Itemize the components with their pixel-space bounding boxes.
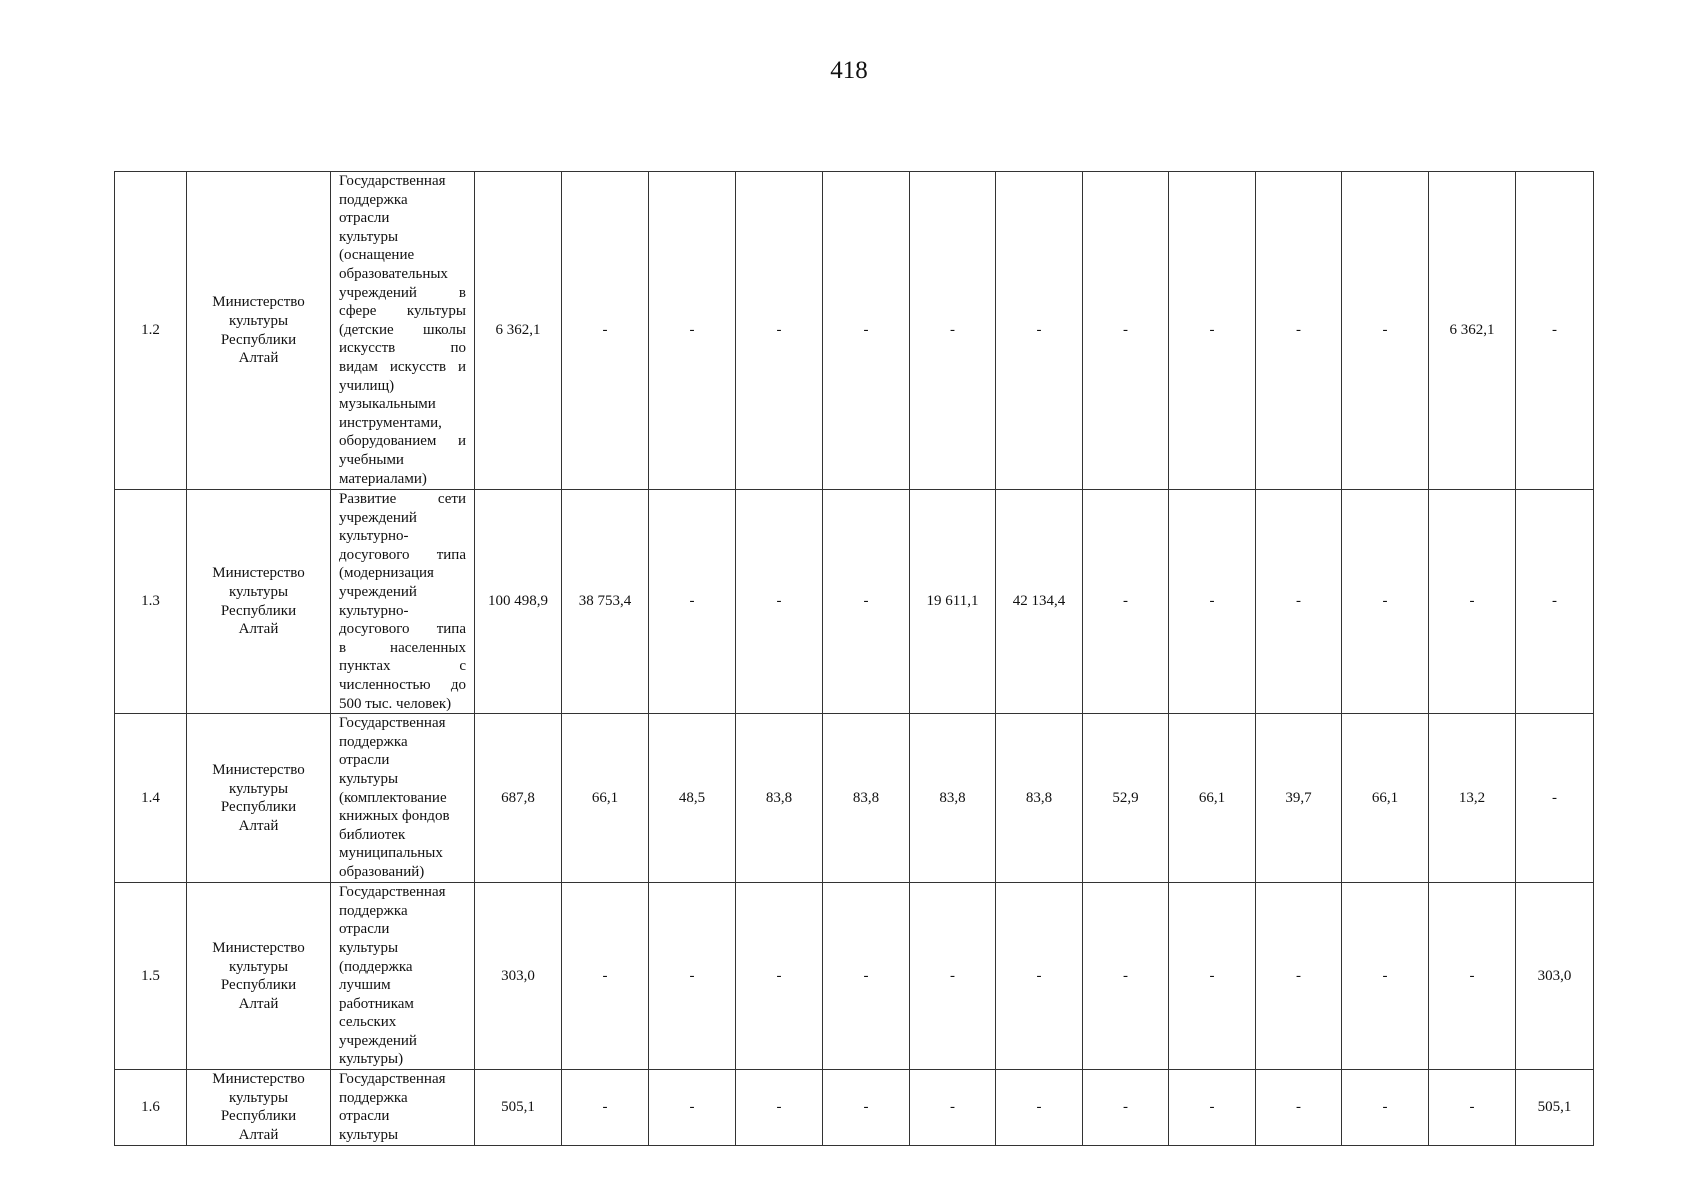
year-amount-cell: - — [649, 172, 736, 490]
year-amount-cell: - — [1169, 172, 1256, 490]
table-row — [115, 490, 1594, 714]
total-amount-cell: 687,8 — [475, 714, 562, 883]
organization-line: Республики — [220, 602, 297, 619]
year-amount-cell: 42 134,4 — [996, 490, 1083, 714]
year-amount-cell: - — [910, 1070, 996, 1145]
description-line: видам искусств и — [339, 358, 466, 375]
year-amount-cell: - — [1342, 883, 1429, 1070]
description-line: культуры — [339, 770, 399, 787]
year-amount-cell: - — [1256, 883, 1342, 1070]
organization-line: культуры — [228, 958, 289, 975]
description-line: поддержка — [339, 733, 408, 750]
description-line: училищ) — [339, 377, 395, 394]
year-amount-cell: - — [562, 172, 649, 490]
description-line: инструментами, — [339, 414, 442, 431]
description-line: отрасли — [339, 921, 390, 938]
responsible-organization — [187, 1070, 331, 1145]
description-line: поддержка — [339, 191, 408, 208]
description-line: культуры — [339, 939, 399, 956]
year-amount-cell: - — [1169, 490, 1256, 714]
year-amount-cell: - — [996, 1070, 1083, 1145]
responsible-organization — [187, 490, 331, 714]
year-amount-cell: - — [649, 883, 736, 1070]
description-line: книжных фондов — [339, 808, 450, 825]
year-amount-cell: - — [562, 1070, 649, 1145]
year-amount-cell: 83,8 — [996, 714, 1083, 883]
description-line: 500 тыс. человек) — [339, 695, 452, 712]
description-line: материалами) — [339, 470, 427, 487]
table-row — [115, 883, 1594, 1070]
description-line: культуры — [339, 1126, 399, 1143]
description-line: учреждений — [339, 1032, 417, 1049]
year-amount-cell: - — [1429, 1070, 1516, 1145]
year-amount-cell: 83,8 — [910, 714, 996, 883]
year-amount-cell: - — [1169, 1070, 1256, 1145]
year-amount-cell: - — [1516, 490, 1594, 714]
total-amount-cell: 303,0 — [475, 883, 562, 1070]
year-amount-cell: 6 362,1 — [1429, 172, 1516, 490]
year-amount-cell: 19 611,1 — [910, 490, 996, 714]
year-amount-cell: - — [1256, 490, 1342, 714]
organization-line: Алтай — [238, 621, 279, 638]
year-amount-cell: - — [823, 490, 910, 714]
year-amount-cell: - — [1256, 172, 1342, 490]
row-number: 1.4 — [115, 714, 187, 883]
year-amount-cell: - — [562, 883, 649, 1070]
year-amount-cell: - — [736, 1070, 823, 1145]
row-number: 1.2 — [115, 172, 187, 490]
year-amount-cell: 66,1 — [1169, 714, 1256, 883]
year-amount-cell: - — [1083, 883, 1169, 1070]
year-amount-cell: 13,2 — [1429, 714, 1516, 883]
year-amount-cell: 52,9 — [1083, 714, 1169, 883]
description-line: учреждений — [339, 509, 417, 526]
year-amount-cell: - — [823, 883, 910, 1070]
year-amount-cell: - — [823, 172, 910, 490]
year-amount-cell: - — [736, 172, 823, 490]
description-line: сфере культуры — [339, 303, 466, 320]
responsible-organization — [187, 883, 331, 1070]
activity-description — [331, 172, 475, 490]
description-line: образовательных — [339, 265, 448, 282]
description-line: учреждений — [339, 583, 417, 600]
year-amount-cell: 38 753,4 — [562, 490, 649, 714]
year-amount-cell: 39,7 — [1256, 714, 1342, 883]
row-number: 1.5 — [115, 883, 187, 1070]
responsible-organization — [187, 172, 331, 490]
organization-line: Республики — [220, 799, 297, 816]
description-line: отрасли — [339, 752, 390, 769]
description-line: численностью до — [339, 676, 466, 693]
description-line: Развитие сети — [339, 491, 466, 507]
description-line: (модернизация — [339, 565, 434, 582]
year-amount-cell: - — [1083, 172, 1169, 490]
organization-line: Министерство — [212, 1071, 305, 1088]
organization-line: культуры — [228, 1089, 289, 1106]
activity-description — [331, 714, 475, 883]
description-line: библиотек — [339, 826, 406, 843]
year-amount-cell: 505,1 — [1516, 1070, 1594, 1145]
table-body — [115, 172, 1594, 1146]
organization-line: Алтай — [238, 350, 279, 367]
description-line: образований) — [339, 863, 425, 880]
description-line: (детские школы — [339, 321, 466, 338]
year-amount-cell: - — [823, 1070, 910, 1145]
organization-line: Министерство — [212, 294, 305, 311]
organization-line: Республики — [220, 977, 297, 994]
year-amount-cell: - — [1342, 1070, 1429, 1145]
total-amount-cell: 6 362,1 — [475, 172, 562, 490]
year-amount-cell: 83,8 — [823, 714, 910, 883]
page-number: 418 — [830, 57, 868, 84]
description-line: лучшим — [339, 977, 391, 994]
table-row — [115, 714, 1594, 883]
year-amount-cell: - — [1516, 172, 1594, 490]
description-line: досугового типа — [339, 621, 466, 638]
activity-description — [331, 1070, 475, 1145]
organization-line: Алтай — [238, 817, 279, 834]
description-line: (комплектование — [339, 789, 447, 806]
description-line: учебными — [339, 451, 404, 468]
organization-line: культуры — [228, 780, 289, 797]
total-amount-cell: 505,1 — [475, 1070, 562, 1145]
year-amount-cell: 83,8 — [736, 714, 823, 883]
description-line: культуры — [339, 228, 399, 245]
organization-line: Алтай — [238, 995, 279, 1012]
year-amount-cell: - — [1429, 883, 1516, 1070]
year-amount-cell: - — [649, 1070, 736, 1145]
description-line: оборудованием и — [339, 433, 466, 450]
description-line: отрасли — [339, 1108, 390, 1125]
description-line: поддержка — [339, 902, 408, 919]
description-line: культурно- — [339, 602, 409, 619]
year-amount-cell: - — [996, 883, 1083, 1070]
row-number: 1.3 — [115, 490, 187, 714]
organization-line: Республики — [220, 331, 297, 348]
year-amount-cell: - — [1083, 490, 1169, 714]
organization-line: Алтай — [238, 1126, 279, 1143]
table-row — [115, 1070, 1594, 1145]
organization-line: Министерство — [212, 565, 305, 582]
description-line: Государственная — [339, 884, 446, 901]
activity-description — [331, 490, 475, 714]
description-line: пунктах с — [339, 658, 466, 675]
total-amount-cell: 100 498,9 — [475, 490, 562, 714]
description-line: (поддержка — [339, 958, 413, 975]
activity-description — [331, 883, 475, 1070]
description-line: Государственная — [339, 1071, 446, 1088]
budget-table — [114, 171, 1594, 1146]
year-amount-cell: - — [736, 490, 823, 714]
year-amount-cell: - — [996, 172, 1083, 490]
description-line: сельских — [339, 1014, 397, 1031]
description-line: Государственная — [339, 173, 446, 189]
year-amount-cell: - — [736, 883, 823, 1070]
year-amount-cell: - — [1342, 490, 1429, 714]
year-amount-cell: - — [910, 883, 996, 1070]
organization-line: Министерство — [212, 939, 305, 956]
year-amount-cell: - — [1342, 172, 1429, 490]
description-line: муниципальных — [339, 845, 443, 862]
organization-line: культуры — [228, 312, 289, 329]
description-line: в населенных — [339, 639, 466, 656]
description-line: поддержка — [339, 1089, 408, 1106]
organization-line: культуры — [228, 583, 289, 600]
year-amount-cell: - — [1516, 714, 1594, 883]
organization-line: Республики — [220, 1108, 297, 1125]
year-amount-cell: - — [910, 172, 996, 490]
row-number: 1.6 — [115, 1070, 187, 1145]
table-row — [115, 172, 1594, 490]
description-line: искусств по — [339, 340, 466, 357]
year-amount-cell: - — [649, 490, 736, 714]
description-line: отрасли — [339, 210, 390, 227]
responsible-organization — [187, 714, 331, 883]
description-line: Государственная — [339, 715, 446, 732]
description-line: работникам — [339, 995, 414, 1012]
description-line: культуры) — [339, 1051, 404, 1068]
description-line: (оснащение — [339, 247, 415, 264]
description-line: досугового типа — [339, 546, 466, 563]
year-amount-cell: 66,1 — [562, 714, 649, 883]
year-amount-cell: - — [1169, 883, 1256, 1070]
year-amount-cell: 303,0 — [1516, 883, 1594, 1070]
description-line: культурно- — [339, 528, 409, 545]
organization-line: Министерство — [212, 761, 305, 778]
description-line: музыкальными — [339, 396, 436, 413]
year-amount-cell: - — [1083, 1070, 1169, 1145]
year-amount-cell: 48,5 — [649, 714, 736, 883]
year-amount-cell: - — [1429, 490, 1516, 714]
description-line: учреждений в — [339, 284, 466, 301]
year-amount-cell: 66,1 — [1342, 714, 1429, 883]
year-amount-cell: - — [1256, 1070, 1342, 1145]
